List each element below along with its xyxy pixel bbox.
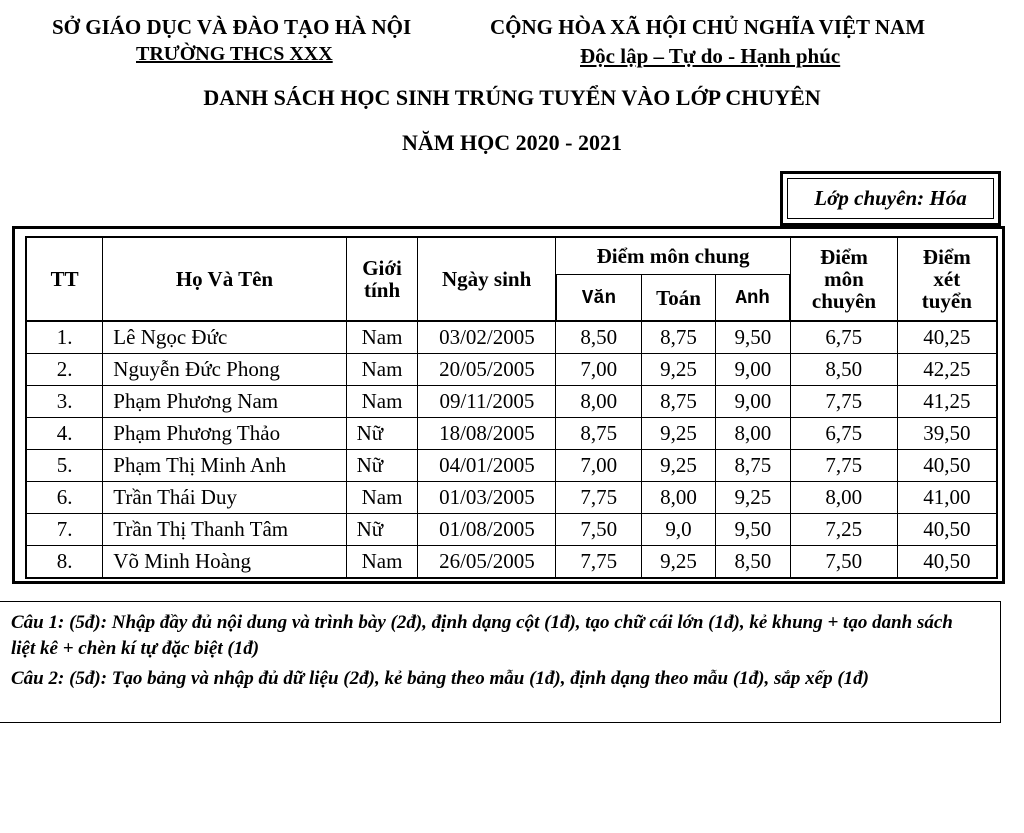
cell-dob: 26/05/2005 xyxy=(418,546,556,579)
cell-gender: Nữ xyxy=(346,418,418,450)
cell-total: 42,25 xyxy=(897,354,997,386)
header-total-score: Điểm xét tuyển xyxy=(897,237,997,321)
cell-dob: 20/05/2005 xyxy=(418,354,556,386)
cell-name: Phạm Thị Minh Anh xyxy=(103,450,346,482)
cell-anh: 9,25 xyxy=(715,482,790,514)
cell-toan: 9,25 xyxy=(642,450,716,482)
cell-gender: Nam xyxy=(346,482,418,514)
table-frame xyxy=(12,226,1005,584)
cell-total: 40,25 xyxy=(897,321,997,354)
national-title: CỘNG HÒA XÃ HỘI CHỦ NGHĨA VIỆT NAM xyxy=(490,15,926,39)
cell-van: 7,50 xyxy=(556,514,642,546)
cell-dob: 18/08/2005 xyxy=(418,418,556,450)
cell-toan: 8,75 xyxy=(642,321,716,354)
cell-tt: 1. xyxy=(26,321,103,354)
cell-total: 39,50 xyxy=(897,418,997,450)
cell-van: 8,50 xyxy=(556,321,642,354)
cell-name: Nguyễn Đức Phong xyxy=(103,354,346,386)
cell-anh: 8,75 xyxy=(715,450,790,482)
cell-name: Võ Minh Hoàng xyxy=(103,546,346,579)
header-common-scores: Điểm môn chung xyxy=(556,237,791,275)
document-title: DANH SÁCH HỌC SINH TRÚNG TUYỂN VÀO LỚP CHUYÊN xyxy=(203,85,821,110)
cell-tt: 2. xyxy=(26,354,103,386)
header-special-score: Điểm môn chuyên xyxy=(790,237,897,321)
cell-name: Phạm Phương Nam xyxy=(103,386,346,418)
cell-special: 7,25 xyxy=(790,514,897,546)
header-toan: Toán xyxy=(642,275,716,322)
cell-tt: 4. xyxy=(26,418,103,450)
cell-toan: 9,25 xyxy=(642,354,716,386)
cell-gender: Nữ xyxy=(346,514,418,546)
cell-name: Trần Thị Thanh Tâm xyxy=(103,514,346,546)
cell-gender: Nam xyxy=(346,321,418,354)
cell-name: Phạm Phương Thảo xyxy=(103,418,346,450)
cell-anh: 9,50 xyxy=(715,514,790,546)
cell-tt: 6. xyxy=(26,482,103,514)
cell-toan: 9,25 xyxy=(642,418,716,450)
cell-total: 40,50 xyxy=(897,514,997,546)
cell-toan: 9,0 xyxy=(642,514,716,546)
cell-dob: 01/03/2005 xyxy=(418,482,556,514)
table-row xyxy=(26,482,997,514)
table-row xyxy=(26,450,997,482)
table-row xyxy=(26,354,997,386)
cell-dob: 03/02/2005 xyxy=(418,321,556,354)
cell-tt: 3. xyxy=(26,386,103,418)
cell-dob: 01/08/2005 xyxy=(418,514,556,546)
cell-gender: Nam xyxy=(346,354,418,386)
school-name: TRƯỜNG THCS XXX xyxy=(136,43,333,65)
cell-van: 7,00 xyxy=(556,450,642,482)
instruction-1: Câu 1: (5đ): Nhập đầy đủ nội dung và trình bày (2đ), định dạng cột (1đ), tạo chữ cái lớn (1đ), kẻ khung + tạo danh sách liệt kê + chèn kí tự đặc biệt (1đ) xyxy=(11,612,953,659)
header-van: Văn xyxy=(556,275,642,322)
cell-tt: 5. xyxy=(26,450,103,482)
cell-anh: 9,00 xyxy=(715,354,790,386)
instruction-2: Câu 2: (5đ): Tạo bảng và nhập đủ dữ liệu (2đ), kẻ bảng theo mẫu (1đ), định dạng theo mẫu (1đ), sắp xếp (1đ) xyxy=(11,668,869,689)
table-row xyxy=(26,418,997,450)
cell-special: 8,50 xyxy=(790,354,897,386)
class-label: Lớp chuyên: Hóa xyxy=(787,178,994,219)
header-gender: Giới tính xyxy=(346,237,418,321)
cell-total: 40,50 xyxy=(897,546,997,579)
table-row xyxy=(26,386,997,418)
instructions-box xyxy=(0,601,1001,723)
cell-special: 7,50 xyxy=(790,546,897,579)
cell-special: 7,75 xyxy=(790,450,897,482)
department-name: SỞ GIÁO DỤC VÀ ĐÀO TẠO HÀ NỘI xyxy=(52,15,412,39)
cell-anh: 9,00 xyxy=(715,386,790,418)
cell-name: Trần Thái Duy xyxy=(103,482,346,514)
table-row xyxy=(26,546,997,579)
cell-toan: 8,00 xyxy=(642,482,716,514)
cell-special: 7,75 xyxy=(790,386,897,418)
national-motto: Độc lập – Tự do - Hạnh phúc xyxy=(580,44,841,68)
cell-van: 7,00 xyxy=(556,354,642,386)
cell-toan: 8,75 xyxy=(642,386,716,418)
cell-anh: 9,50 xyxy=(715,321,790,354)
cell-dob: 09/11/2005 xyxy=(418,386,556,418)
cell-van: 7,75 xyxy=(556,482,642,514)
cell-tt: 7. xyxy=(26,514,103,546)
cell-gender: Nam xyxy=(346,546,418,579)
school-year: NĂM HỌC 2020 - 2021 xyxy=(402,130,622,155)
cell-special: 6,75 xyxy=(790,321,897,354)
cell-total: 40,50 xyxy=(897,450,997,482)
cell-van: 8,00 xyxy=(556,386,642,418)
cell-total: 41,25 xyxy=(897,386,997,418)
class-label-box xyxy=(780,171,1001,226)
cell-anh: 8,50 xyxy=(715,546,790,579)
cell-special: 6,75 xyxy=(790,418,897,450)
cell-name: Lê Ngọc Đức xyxy=(103,321,346,354)
table-row xyxy=(26,321,997,354)
table-row xyxy=(26,514,997,546)
cell-anh: 8,00 xyxy=(715,418,790,450)
cell-van: 7,75 xyxy=(556,546,642,579)
cell-tt: 8. xyxy=(26,546,103,579)
cell-dob: 04/01/2005 xyxy=(418,450,556,482)
header-name: Họ Và Tên xyxy=(103,237,346,321)
cell-special: 8,00 xyxy=(790,482,897,514)
cell-van: 8,75 xyxy=(556,418,642,450)
cell-toan: 9,25 xyxy=(642,546,716,579)
cell-total: 41,00 xyxy=(897,482,997,514)
header-tt: TT xyxy=(26,237,103,321)
cell-gender: Nam xyxy=(346,386,418,418)
header-anh: Anh xyxy=(715,275,790,322)
header-dob: Ngày sinh xyxy=(418,237,556,321)
cell-gender: Nữ xyxy=(346,450,418,482)
results-table xyxy=(25,236,998,579)
